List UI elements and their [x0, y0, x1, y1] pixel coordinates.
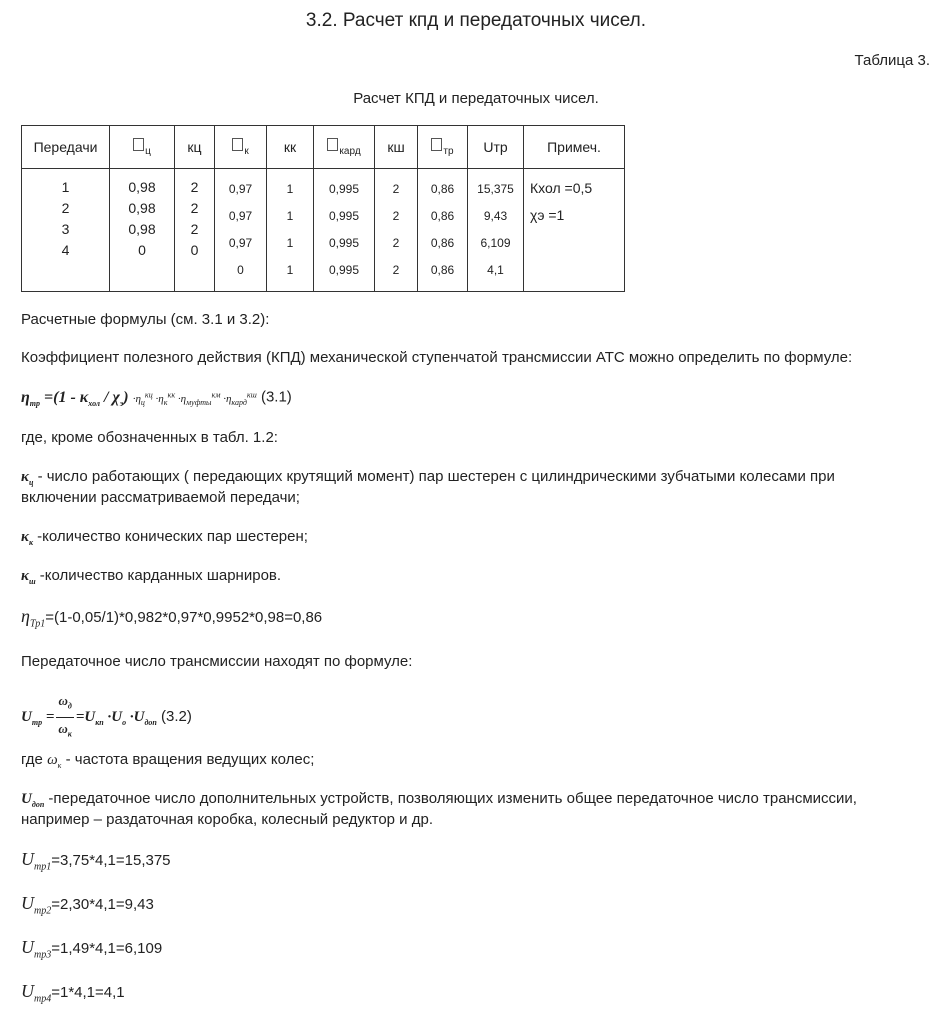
- cell-eta-kard: 0,995 0,995 0,995 0,995: [314, 169, 375, 292]
- ksh-description: $\kappa_ш$ -количество карданных шарниров.: [21, 567, 282, 586]
- symbol-box-icon: [431, 138, 442, 151]
- formula-3-2: $U_{тр}$ = $\frac{\omega_д}{\omega_к}$ $=U_{кп} \cdot U_о \cdot U_{доп}$ (3.2): [21, 690, 192, 744]
- table-row: [22, 169, 625, 292]
- cell-eta-tr: 0,86 0,86 0,86 0,86: [418, 169, 468, 292]
- formula-3-1-label: (3.1): [260, 388, 292, 406]
- page-title: 3.2. Расчет кпд и передаточных чисел.: [305, 10, 647, 31]
- col-k-k: кк: [267, 126, 314, 169]
- col-eta-c: ц: [110, 126, 175, 169]
- col-k-sh: кш: [375, 126, 418, 169]
- symbol-box-icon: [133, 138, 144, 151]
- cell-k-k: 1 1 1 1: [267, 169, 314, 292]
- u4-calculation: $U_{тр4}=1*4,1=4,1$: [21, 981, 125, 1005]
- omega-description: где $\omega_к$ - частота вращения ведущих колес;: [21, 751, 315, 770]
- u1-calculation: $U_{тр1}=3,75*4,1=15,375$: [21, 849, 171, 873]
- col-eta-kard: кард: [314, 126, 375, 169]
- cell-k-c: 2 2 2 0: [175, 169, 215, 292]
- udop-description: $U_{доп}$ -передаточное число дополнительных устройств, позволяющих изменить общее передаточное число трансмиссии,: [21, 790, 857, 809]
- kk-description: $\kappa_к$ -количество конических пар шестерен;: [21, 528, 308, 547]
- col-k-c: кц: [175, 126, 215, 169]
- formulas-intro: Расчетные формулы (см. 3.1 и 3.2):: [21, 311, 270, 328]
- symbol-box-icon: [232, 138, 243, 151]
- table-number: Таблица 3.: [854, 52, 930, 69]
- cell-eta-c: 0,98 0,98 0,98 0: [110, 169, 175, 292]
- kc-description: $\kappa_ц$ - число работающих ( передающих крутящий момент) пар шестерен с цилиндрическими зубчатыми колесами при: [21, 468, 835, 487]
- u3-calculation: $U_{тр3}=1,49*4,1=6,109$: [21, 937, 163, 961]
- table-caption: Расчет КПД и передаточных чисел.: [353, 90, 599, 107]
- table-header-row: [22, 126, 625, 169]
- cell-note: Кхол =0,5 χэ =1: [524, 169, 625, 292]
- besides-text: где, кроме обозначенных в табл. 1.2:: [21, 429, 278, 446]
- u2-calculation: $U_{тр2}=2,30*4,1=9,43$: [21, 893, 154, 917]
- cell-k-sh: 2 2 2 2: [375, 169, 418, 292]
- udop-description-cont: например – раздаточная коробка, колесный редуктор и др.: [21, 811, 433, 828]
- col-gears: Передачи: [22, 126, 110, 169]
- cell-eta-k: 0,97 0,97 0,97 0: [215, 169, 267, 292]
- col-note: Примеч.: [524, 126, 625, 169]
- col-u-tr: Uтр: [468, 126, 524, 169]
- symbol-box-icon: [327, 138, 338, 151]
- cell-gears: 1 2 3 4: [22, 169, 110, 292]
- formula-3-1: $\eta_{тр} =(1 - \kappa_{хол} / \chi_э) \cdot\eta_ц^{\kappa ц} \cdot\eta_к^{\kappa к} \cdot\eta_{муфты}^{\kappa м} \cdot\eta_{кард}^{\kappa ш}$ (3.1): [21, 388, 292, 408]
- formula-3-2-label: (3.2): [161, 708, 192, 726]
- eta-calculation: $\eta_{Тр1}=(1-0,05/1)*0,982*0,97*0,9952*0,98=0,86$: [21, 606, 323, 630]
- efficiency-intro: Коэффициент полезного действия (КПД) механической ступенчатой трансмиссии АТС можно определить по формуле:: [21, 349, 853, 366]
- cell-u-tr: 15,375 9,43 6,109 4,1: [468, 169, 524, 292]
- ratio-intro: Передаточное число трансмиссии находят по формуле:: [21, 653, 413, 670]
- results-table: [21, 125, 625, 292]
- col-eta-tr: тр: [418, 126, 468, 169]
- col-eta-k: к: [215, 126, 267, 169]
- kc-description-cont: включении рассматриваемой передачи;: [21, 489, 300, 506]
